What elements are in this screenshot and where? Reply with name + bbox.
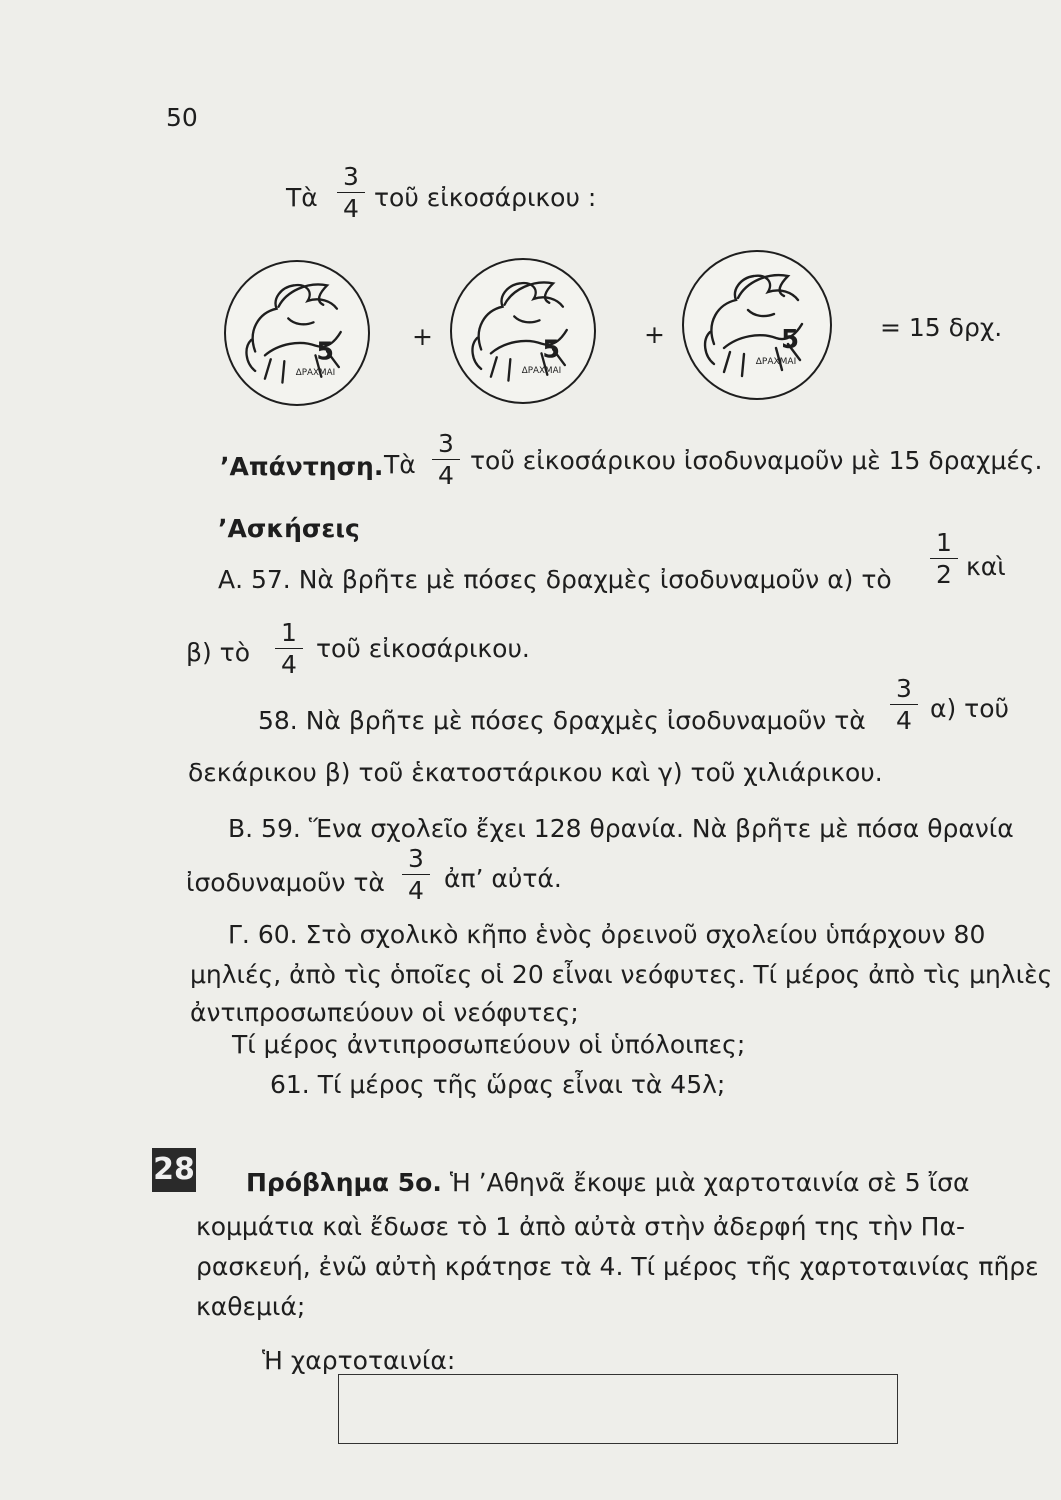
problem-text-1: Ἡ ʼΑθηνᾶ ἔκοψε μιὰ χαρτοταινία σὲ 5 ἴσα bbox=[449, 1168, 970, 1197]
coin-2 bbox=[450, 258, 596, 404]
fraction-bar bbox=[432, 459, 460, 460]
problem-line1 bbox=[246, 1168, 969, 1197]
fraction-numerator: 3 bbox=[896, 674, 912, 703]
exercise-58-line1: 58. Νὰ βρῆτε μὲ πόσες δραχμὲς ἰσοδυναμοῦν τὰ bbox=[258, 706, 866, 735]
exercise-57-fraction-a bbox=[930, 530, 958, 587]
problem-title: Πρόβλημα 5ο. bbox=[246, 1168, 442, 1197]
fraction-denominator: 2 bbox=[936, 560, 952, 589]
answer-fraction bbox=[432, 431, 460, 488]
coins-total: = 15 δρχ. bbox=[880, 313, 1003, 342]
svg-text:ΔΡΑΧΜΑΙ: ΔΡΑΧΜΑΙ bbox=[521, 365, 562, 376]
exercise-59-line2-prefix: ἰσοδυναμοῦν τὰ bbox=[186, 868, 385, 897]
page-number: 50 bbox=[166, 103, 198, 132]
strip-label: Ἡ χαρτοταινία: bbox=[262, 1346, 456, 1375]
svg-text:5: 5 bbox=[542, 334, 561, 364]
exercise-60-line1: Γ. 60. Στὸ σχολικὸ κῆπο ἑνὸς ὀρεινοῦ σχολείου ὑπάρχουν 80 bbox=[228, 920, 986, 949]
plus-sign: + bbox=[644, 320, 665, 349]
fraction-bar bbox=[930, 558, 958, 559]
fraction-numerator: 3 bbox=[343, 162, 359, 191]
svg-text:5: 5 bbox=[780, 325, 800, 355]
fraction-denominator: 4 bbox=[896, 706, 912, 735]
heading-prefix: Τὰ bbox=[286, 183, 318, 212]
heading-suffix: τοῦ εἰκοσάρικου : bbox=[374, 183, 597, 212]
fraction-bar bbox=[275, 648, 303, 649]
plus-sign: + bbox=[412, 322, 433, 351]
pegasus-coin-icon bbox=[452, 260, 594, 402]
fraction-bar bbox=[402, 874, 430, 875]
fraction-numerator: 3 bbox=[408, 844, 424, 873]
exercise-58-fraction bbox=[890, 676, 918, 733]
answer-label: ʼΑπάντηση. bbox=[220, 452, 384, 481]
problem-line3: ρασκευή, ἐνῶ αὐτὴ κράτησε τὰ 4. Τί μέρος τῆς χαρτοταινίας πῆρε bbox=[196, 1252, 1039, 1281]
paper-strip-box bbox=[338, 1374, 898, 1444]
svg-text:5: 5 bbox=[316, 336, 335, 366]
fraction-denominator: 4 bbox=[408, 876, 424, 905]
pegasus-coin-icon bbox=[226, 262, 368, 404]
exercise-57-line1: Α. 57. Νὰ βρῆτε μὲ πόσες δραχμὲς ἰσοδυναμοῦν α) τὸ bbox=[218, 565, 892, 594]
exercise-57-fraction-b bbox=[275, 620, 303, 677]
exercise-60-line3: ἀντιπροσωπεύουν οἱ νεόφυτες; bbox=[190, 998, 579, 1027]
exercise-57-line2-prefix: β) τὸ bbox=[186, 638, 251, 667]
fraction-numerator: 3 bbox=[438, 429, 454, 458]
fraction-denominator: 4 bbox=[438, 461, 454, 490]
exercise-57-line2-suffix: τοῦ εἰκοσάρικου. bbox=[316, 634, 530, 663]
exercise-60-line4: Τί μέρος ἀντιπροσωπεύουν οἱ ὑπόλοιπες; bbox=[232, 1030, 746, 1059]
coin-3 bbox=[682, 250, 832, 400]
exercise-58-line2: δεκάρικου β) τοῦ ἑκατοστάρικου καὶ γ) τοῦ χιλιάρικου. bbox=[188, 758, 883, 787]
coin-1 bbox=[224, 260, 370, 406]
exercise-60-line2: μηλιές, ἀπὸ τὶς ὁποῖες οἱ 20 εἶναι νεόφυτες. Τί μέρος ἀπὸ τὶς μηλιὲς bbox=[190, 960, 1053, 989]
svg-text:ΔΡΑΧΜΑΙ: ΔΡΑΧΜΑΙ bbox=[755, 357, 797, 367]
fraction-denominator: 4 bbox=[343, 194, 359, 223]
exercise-59-fraction bbox=[402, 846, 430, 903]
exercise-61-line1: 61. Τί μέρος τῆς ὥρας εἶναι τὰ 45λ; bbox=[270, 1070, 726, 1099]
fraction-bar bbox=[890, 704, 918, 705]
answer-prefix: Τὰ bbox=[384, 450, 416, 479]
fraction-numerator: 1 bbox=[281, 618, 297, 647]
problem-line4: καθεμιά; bbox=[196, 1292, 306, 1321]
exercise-58-line1-suffix: α) τοῦ bbox=[930, 694, 1009, 723]
heading-fraction bbox=[337, 164, 365, 221]
exercise-59-line2-suffix: ἀπ’ αὐτά. bbox=[444, 864, 562, 893]
fraction-bar bbox=[337, 192, 365, 193]
section-badge: 28 bbox=[152, 1148, 196, 1192]
exercises-title: ʼΑσκήσεις bbox=[218, 514, 360, 543]
svg-text:ΔΡΑΧΜΑΙ: ΔΡΑΧΜΑΙ bbox=[295, 367, 336, 378]
answer-suffix: τοῦ εἰκοσάρικου ἰσοδυναμοῦν μὲ 15 δραχμές. bbox=[470, 446, 1043, 475]
problem-line2: κομμάτια καὶ ἔδωσε τὸ 1 ἀπὸ αὐτὰ στὴν ἀδερφή της τὴν Πα- bbox=[196, 1212, 965, 1241]
pegasus-coin-icon bbox=[684, 252, 830, 398]
exercise-59-line1: Β. 59. Ἕνα σχολεῖο ἔχει 128 θρανία. Νὰ βρῆτε μὲ πόσα θρανία bbox=[228, 814, 1014, 843]
fraction-numerator: 1 bbox=[936, 528, 952, 557]
fraction-denominator: 4 bbox=[281, 650, 297, 679]
exercise-57-and: καὶ bbox=[966, 552, 1006, 581]
